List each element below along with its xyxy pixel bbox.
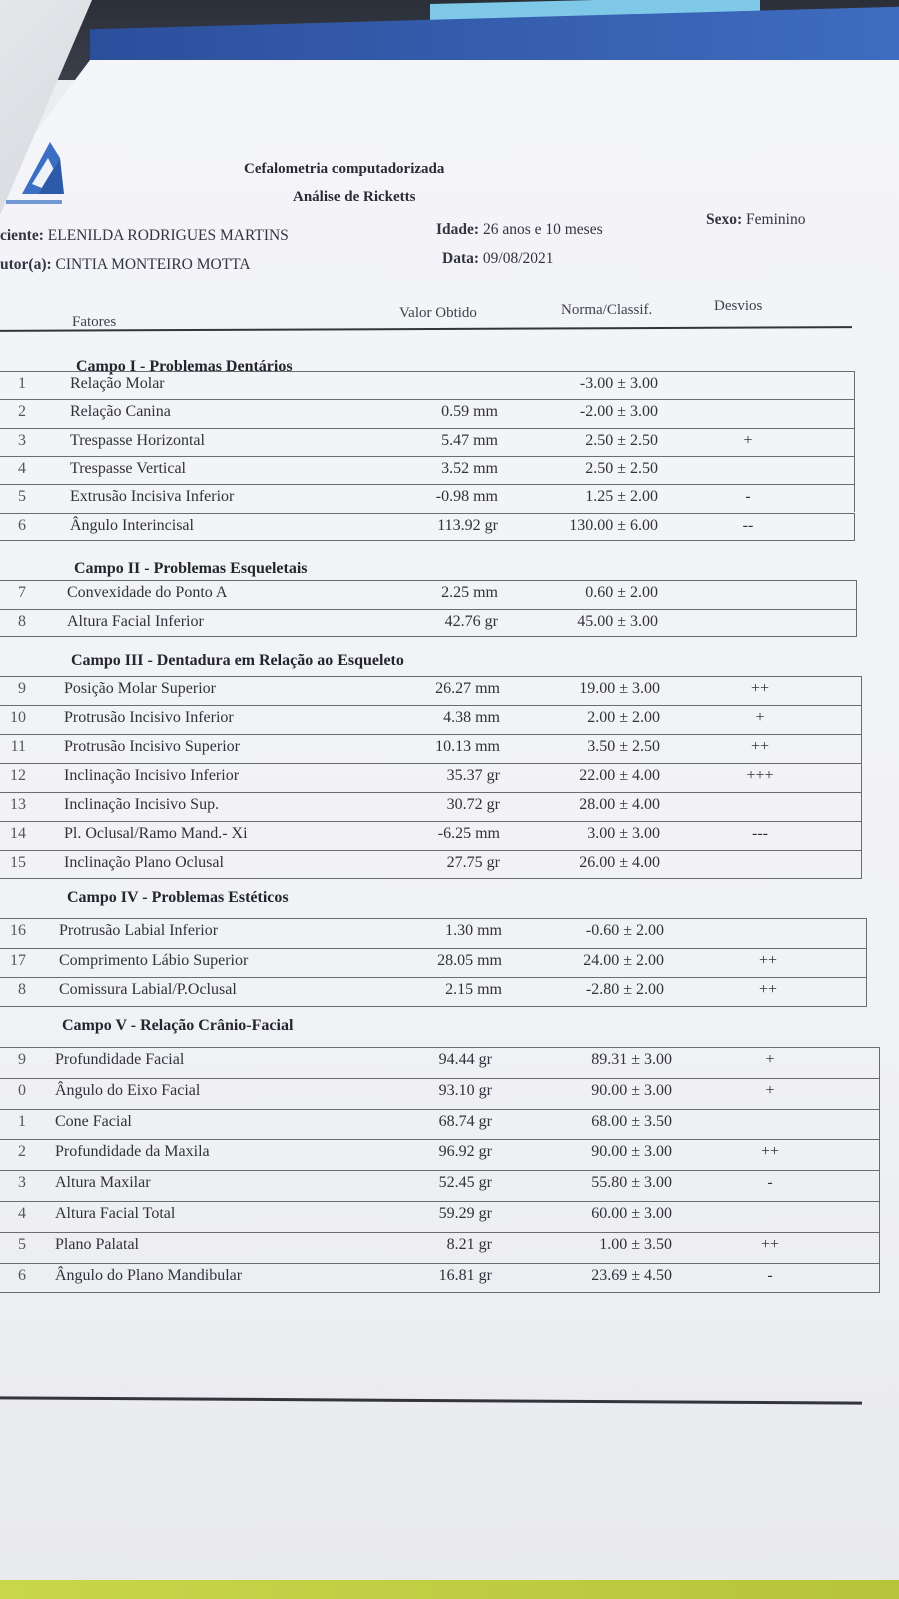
sex-line	[706, 211, 805, 229]
row-number: 9	[18, 1051, 26, 1068]
sex-value: Feminino	[746, 211, 806, 228]
table-row	[0, 676, 862, 705]
norm-value: 23.69 ± 4.50	[591, 1266, 672, 1284]
doctor-name: CINTIA MONTEIRO MOTTA	[55, 256, 251, 273]
row-number: 8	[18, 612, 26, 630]
deviation-mark: -	[745, 488, 751, 506]
report-title: Cefalometria computadorizada	[244, 161, 445, 177]
table-row	[0, 705, 862, 734]
factor-name: Plano Palatal	[55, 1235, 139, 1253]
table-row	[0, 1078, 880, 1109]
obtained-value: 94.44 gr	[438, 1051, 492, 1068]
row-number: 6	[18, 516, 26, 534]
norm-value: 45.00 ± 3.00	[577, 612, 658, 630]
row-number: 8	[18, 981, 26, 999]
factor-name: Altura Facial Inferior	[67, 612, 204, 630]
factor-name: Inclinação Incisivo Inferior	[64, 767, 240, 784]
obtained-value: 27.75 gr	[446, 854, 500, 871]
factor-name: Altura Maxilar	[55, 1174, 151, 1192]
obtained-value: -0.98 mm	[435, 488, 498, 506]
norm-value: -2.80 ± 2.00	[585, 981, 664, 999]
date-label: Data:	[442, 250, 480, 267]
patient-name: ELENILDA RODRIGUES MARTINS	[47, 227, 289, 244]
table-row	[0, 609, 857, 638]
factor-name: Relação Canina	[70, 403, 171, 421]
deviation-mark: +	[755, 709, 765, 726]
obtained-value: 16.81 gr	[438, 1266, 492, 1284]
row-number: 4	[18, 459, 26, 477]
obtained-value: 28.05 mm	[437, 951, 502, 969]
deviation-mark: +++	[746, 767, 774, 784]
obtained-value: 68.74 gr	[438, 1112, 492, 1130]
norm-value: 55.80 ± 3.00	[591, 1174, 672, 1192]
factor-name: Profundidade Facial	[55, 1051, 185, 1068]
deviation-mark: +	[765, 1081, 775, 1099]
factor-name: Cone Facial	[55, 1112, 132, 1130]
norm-value: 26.00 ± 4.00	[579, 854, 660, 871]
row-number: 5	[18, 1235, 26, 1253]
norm-value: -0.60 ± 2.00	[585, 922, 664, 939]
norm-value: 1.25 ± 2.00	[585, 488, 658, 506]
row-number: 11	[10, 738, 26, 755]
obtained-value: 2.25 mm	[441, 584, 498, 601]
deviation-mark: +	[743, 431, 753, 449]
factor-name: Protrusão Incisivo Inferior	[64, 709, 234, 726]
factor-name: Ângulo Interincisal	[70, 516, 194, 534]
factor-name: Posição Molar Superior	[64, 680, 216, 697]
factor-name: Protrusão Labial Inferior	[59, 922, 219, 939]
obtained-value: 4.38 mm	[443, 709, 500, 726]
table-row	[0, 371, 855, 399]
norm-value: 24.00 ± 2.00	[583, 951, 664, 969]
patient-label: ciente:	[0, 227, 44, 244]
deviation-mark: -	[767, 1266, 773, 1284]
campo-title: Campo I - Problemas Dentários	[76, 358, 293, 375]
obtained-value: 2.15 mm	[445, 981, 502, 999]
obtained-value: 0.59 mm	[441, 403, 498, 421]
factor-name: Protrusão Incisivo Superior	[64, 738, 240, 755]
factor-name: Extrusão Incisiva Inferior	[70, 488, 235, 506]
norm-value: 3.50 ± 2.50	[587, 738, 660, 755]
table-row	[0, 428, 855, 456]
obtained-value: 52.45 gr	[438, 1174, 492, 1192]
table-row	[0, 977, 867, 1007]
deviation-mark: +	[765, 1051, 775, 1068]
deviation-mark: ++	[750, 680, 770, 697]
row-number: 7	[18, 584, 26, 601]
obtained-value: 42.76 gr	[444, 612, 498, 630]
factor-name: Ângulo do Plano Mandibular	[55, 1266, 243, 1284]
table-row	[0, 484, 855, 512]
factor-name: Ângulo do Eixo Facial	[55, 1081, 201, 1099]
factor-name: Inclinação Plano Oclusal	[64, 854, 224, 871]
obtained-value: 96.92 gr	[438, 1143, 492, 1161]
table-row	[0, 1201, 880, 1232]
factor-name: Comissura Labial/P.Oclusal	[59, 981, 237, 999]
norm-value: 19.00 ± 3.00	[579, 680, 660, 697]
obtained-value: 26.27 mm	[435, 680, 500, 697]
norm-value: 2.50 ± 2.50	[585, 459, 658, 477]
norm-value: 130.00 ± 6.00	[569, 516, 658, 534]
obtained-value: 113.92 gr	[437, 516, 498, 534]
deviation-mark: --	[742, 516, 754, 534]
column-header-value: Valor Obtido	[399, 305, 477, 321]
row-number: 12	[10, 767, 26, 784]
column-header-factors: Fatores	[72, 314, 117, 330]
date-value: 09/08/2021	[482, 250, 554, 267]
factor-name: Comprimento Lábio Superior	[59, 951, 249, 969]
norm-value: 3.00 ± 3.00	[587, 825, 660, 842]
campo-title: Campo III - Dentadura em Relação ao Esqueleto	[71, 652, 404, 669]
obtained-value: 8.21 gr	[446, 1235, 492, 1253]
norm-value: 2.50 ± 2.50	[585, 431, 658, 449]
row-number: 4	[18, 1205, 26, 1222]
factor-name: Pl. Oclusal/Ramo Mand.- Xi	[64, 825, 248, 842]
factor-name: Profundidade da Maxila	[55, 1143, 210, 1161]
norm-value: 90.00 ± 3.00	[591, 1143, 672, 1161]
table-row	[0, 821, 862, 850]
table-row	[0, 850, 862, 879]
obtained-value: 59.29 gr	[438, 1205, 492, 1222]
factor-name: Trespasse Vertical	[70, 459, 186, 477]
table-row	[0, 1139, 880, 1170]
row-number: 0	[18, 1081, 26, 1099]
deviation-mark: ++	[750, 738, 770, 755]
row-number: 16	[10, 922, 26, 939]
row-number: 3	[18, 1174, 26, 1192]
row-number: 2	[18, 1143, 26, 1161]
row-number: 10	[10, 709, 26, 726]
doctor-line	[0, 256, 251, 274]
table-row	[0, 734, 862, 763]
obtained-value: -6.25 mm	[437, 825, 500, 842]
table-row	[0, 456, 855, 484]
deviation-mark: ++	[758, 981, 778, 999]
norm-value: -3.00 ± 3.00	[579, 375, 658, 392]
row-number: 13	[10, 796, 26, 813]
table-row	[0, 792, 862, 821]
deviation-mark: -	[767, 1174, 773, 1192]
sex-label: Sexo:	[706, 211, 743, 228]
campo-title: Campo II - Problemas Esqueletais	[74, 560, 308, 577]
obtained-value: 35.37 gr	[446, 767, 500, 784]
norm-value: 68.00 ± 3.50	[591, 1112, 672, 1130]
column-header-norm: Norma/Classif.	[561, 302, 653, 318]
obtained-value: 3.52 mm	[441, 459, 498, 477]
campo-title: Campo IV - Problemas Estéticos	[67, 889, 289, 906]
table-row	[0, 918, 867, 948]
norm-value: 0.60 ± 2.00	[585, 584, 658, 601]
age-label: Idade:	[436, 221, 480, 238]
norm-value: 28.00 ± 4.00	[579, 796, 660, 813]
obtained-value: 10.13 mm	[435, 738, 500, 755]
table-row	[0, 580, 857, 609]
clinic-logo-icon	[2, 140, 66, 212]
factor-name: Altura Facial Total	[55, 1205, 176, 1222]
row-number: 1	[18, 375, 26, 392]
factor-name: Trespasse Horizontal	[70, 431, 205, 449]
row-number: 17	[10, 951, 26, 969]
table-row	[0, 1232, 880, 1263]
obtained-value: 1.30 mm	[445, 922, 502, 939]
row-number: 5	[18, 488, 26, 506]
norm-value: 90.00 ± 3.00	[591, 1081, 672, 1099]
norm-value: -2.00 ± 3.00	[579, 403, 658, 421]
date-line	[442, 250, 554, 268]
norm-value: 1.00 ± 3.50	[599, 1235, 672, 1253]
row-number: 3	[18, 431, 26, 449]
factor-name: Convexidade do Ponto A	[67, 584, 228, 601]
row-number: 1	[18, 1112, 26, 1130]
age-value: 26 anos e 10 meses	[482, 221, 603, 238]
report-subtitle: Análise de Ricketts	[293, 189, 416, 205]
table-row	[0, 1170, 880, 1201]
table-row	[0, 1263, 880, 1294]
column-header-deviation: Desvios	[714, 298, 763, 314]
norm-value: 89.31 ± 3.00	[591, 1051, 672, 1068]
table-row	[0, 948, 867, 978]
row-number: 14	[10, 825, 26, 842]
deviation-mark: ++	[760, 1143, 780, 1161]
factor-name: Inclinação Incisivo Sup.	[64, 796, 220, 813]
patient-line	[0, 227, 289, 245]
factor-name: Relação Molar	[70, 375, 165, 392]
deviation-mark: ++	[760, 1235, 780, 1253]
age-line	[436, 221, 603, 239]
obtained-value: 93.10 gr	[438, 1081, 492, 1099]
obtained-value: 5.47 mm	[441, 431, 498, 449]
row-number: 15	[10, 854, 26, 871]
norm-value: 60.00 ± 3.00	[591, 1205, 672, 1222]
row-number: 9	[18, 680, 26, 697]
deviation-mark: ---	[752, 825, 768, 842]
deviation-mark: ++	[758, 951, 778, 969]
campo-title: Campo V - Relação Crânio-Facial	[62, 1017, 294, 1034]
row-number: 6	[18, 1266, 26, 1284]
table-row	[0, 1109, 880, 1140]
obtained-value: 30.72 gr	[446, 796, 500, 813]
row-number: 2	[18, 403, 26, 421]
table-row	[0, 763, 862, 792]
table-row	[0, 399, 855, 427]
norm-value: 22.00 ± 4.00	[579, 767, 660, 784]
doctor-label: utor(a):	[0, 256, 52, 273]
table-row	[0, 513, 855, 541]
table-row	[0, 1047, 880, 1078]
norm-value: 2.00 ± 2.00	[587, 709, 660, 726]
